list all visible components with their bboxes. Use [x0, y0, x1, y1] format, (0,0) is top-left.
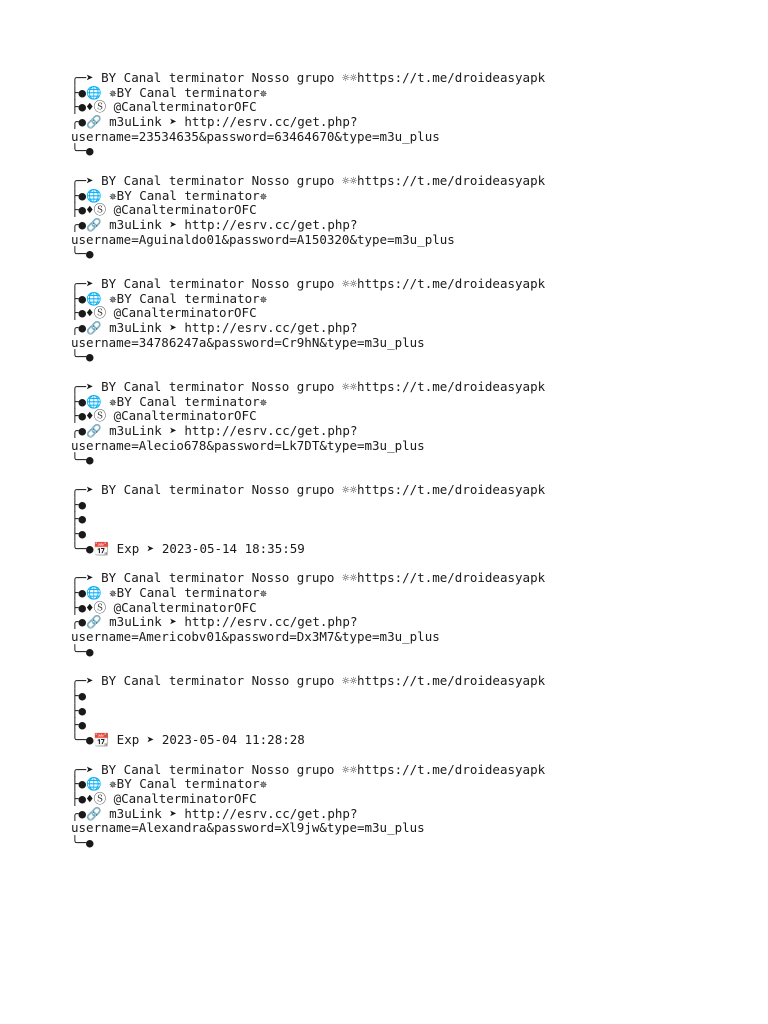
text-line: ╰─● — [71, 452, 94, 468]
text-line: ├●♦Ⓢ @CanalterminatorOFC — [71, 305, 257, 321]
text-block — [71, 174, 761, 262]
text-line: ╭●🔗 m3uLink ➤ http://esrv.cc/get.php? — [71, 114, 358, 130]
text-block — [71, 71, 761, 159]
text-line: ╰─●📆 Exp ➤ 2023-05-04 11:28:28 — [71, 732, 305, 748]
text-line: ╰─● — [71, 349, 94, 365]
text-block — [71, 674, 761, 747]
text-line: ├● — [71, 717, 87, 733]
block-spacer — [71, 557, 761, 572]
text-line: ╭─➤ BY Canal terminator Nosso grupo ☼☼https://t.me/droideasyapk — [71, 761, 546, 777]
document-body — [71, 71, 761, 851]
text-line: ├●♦Ⓢ @CanalterminatorOFC — [71, 202, 257, 218]
text-block — [71, 763, 761, 851]
text-line: ├●🌐 ✵BY Canal terminator✵ — [71, 187, 268, 203]
text-line: ├●🌐 ✵BY Canal terminator✵ — [71, 585, 268, 601]
text-block — [71, 277, 761, 365]
text-line: ╭●🔗 m3uLink ➤ http://esrv.cc/get.php? — [71, 614, 358, 630]
text-line: username=Alexandra&password=Xl9jw&type=m3u_plus — [71, 820, 425, 836]
block-spacer — [71, 748, 761, 763]
text-line: ├●♦Ⓢ @CanalterminatorOFC — [71, 599, 257, 615]
text-line: ╰─● — [71, 246, 94, 262]
text-line: ├● — [71, 526, 87, 542]
text-line: ├●♦Ⓢ @CanalterminatorOFC — [71, 791, 257, 807]
text-line: ╭─➤ BY Canal terminator Nosso grupo ☼☼https://t.me/droideasyapk — [71, 70, 546, 85]
text-line: ├● — [71, 688, 87, 704]
text-line: ╭─➤ BY Canal terminator Nosso grupo ☼☼https://t.me/droideasyapk — [71, 570, 546, 586]
text-line: ├●🌐 ✵BY Canal terminator✵ — [71, 84, 268, 100]
text-line: ├●♦Ⓢ @CanalterminatorOFC — [71, 99, 257, 115]
text-line: username=23534635&password=63464670&type=m3u_plus — [71, 128, 440, 144]
text-line: username=34786247a&password=Cr9hN&type=m3u_plus — [71, 334, 425, 350]
text-line: ├● — [71, 496, 87, 512]
text-block — [71, 483, 761, 556]
text-line: ├●🌐 ✵BY Canal terminator✵ — [71, 290, 268, 306]
block-spacer — [71, 660, 761, 675]
text-line: username=Aguinaldo01&password=A150320&type=m3u_plus — [71, 231, 455, 247]
text-line: ╭●🔗 m3uLink ➤ http://esrv.cc/get.php? — [71, 423, 358, 439]
text-line: ╰─●📆 Exp ➤ 2023-05-14 18:35:59 — [71, 540, 305, 556]
text-line: username=Alecio678&password=Lk7DT&type=m3u_plus — [71, 437, 425, 453]
block-spacer — [71, 159, 761, 174]
text-line: ╭─➤ BY Canal terminator Nosso grupo ☼☼https://t.me/droideasyapk — [71, 173, 546, 189]
text-line: ╭●🔗 m3uLink ➤ http://esrv.cc/get.php? — [71, 217, 358, 233]
text-line: ├●🌐 ✵BY Canal terminator✵ — [71, 776, 268, 792]
text-line: ╭─➤ BY Canal terminator Nosso grupo ☼☼https://t.me/droideasyapk — [71, 276, 546, 292]
text-line: ╭─➤ BY Canal terminator Nosso grupo ☼☼https://t.me/droideasyapk — [71, 673, 546, 689]
text-line: ╭●🔗 m3uLink ➤ http://esrv.cc/get.php? — [71, 320, 358, 336]
text-block — [71, 571, 761, 659]
text-line: ├● — [71, 702, 87, 718]
text-line: ╭─➤ BY Canal terminator Nosso grupo ☼☼https://t.me/droideasyapk — [71, 379, 546, 395]
text-line: ├●♦Ⓢ @CanalterminatorOFC — [71, 408, 257, 424]
text-line: ╰─● — [71, 835, 94, 851]
text-block — [71, 380, 761, 468]
text-line: ├●🌐 ✵BY Canal terminator✵ — [71, 393, 268, 409]
text-line: ╰─● — [71, 643, 94, 659]
block-spacer — [71, 262, 761, 277]
text-line: ╭─➤ BY Canal terminator Nosso grupo ☼☼https://t.me/droideasyapk — [71, 482, 546, 498]
text-line: username=Americobv01&password=Dx3M7&type=m3u_plus — [71, 629, 440, 645]
text-line: ╭●🔗 m3uLink ➤ http://esrv.cc/get.php? — [71, 805, 358, 821]
block-spacer — [71, 468, 761, 483]
text-line: ╰─● — [71, 143, 94, 159]
block-spacer — [71, 365, 761, 380]
text-line: ├● — [71, 511, 87, 527]
